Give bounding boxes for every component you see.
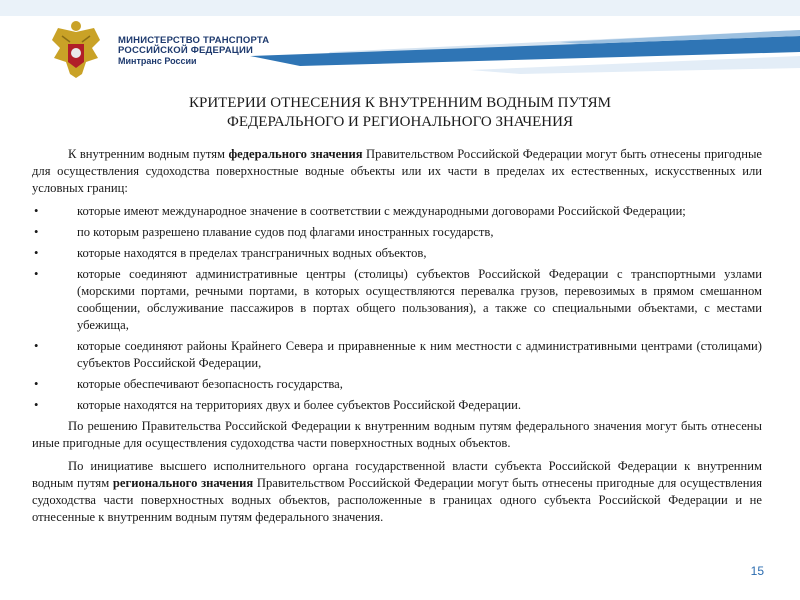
ministry-name: [118, 36, 269, 66]
list-item: [32, 266, 762, 334]
regional-paragraph: [32, 458, 762, 526]
intro-text-bold: федерального значения: [228, 147, 363, 161]
bullet-icon: •: [34, 339, 39, 353]
bullet-icon: •: [34, 204, 39, 218]
slide-title: [80, 94, 720, 132]
bullet-icon: •: [34, 377, 39, 391]
list-item: [32, 224, 762, 241]
bullet-icon: •: [34, 267, 39, 281]
double-headed-eagle-emblem-icon: [48, 18, 104, 82]
page-number: 15: [750, 564, 764, 578]
bullet-icon: •: [34, 225, 39, 239]
list-item-text: которые обеспечивают безопасность государства,: [77, 377, 343, 391]
list-item-text: которые находятся в пределах трансграничных водных объектов,: [77, 246, 427, 260]
ministry-name-line2: РОССИЙСКОЙ ФЕДЕРАЦИИ: [118, 45, 254, 56]
slide-header: [0, 0, 800, 96]
list-item: [32, 397, 762, 414]
slide-title-line2: ФЕДЕРАЛЬНОГО И РЕГИОНАЛЬНОГО ЗНАЧЕНИЯ: [227, 114, 573, 130]
list-item-text: которые находятся на территориях двух и более субъектов Российской Федерации.: [77, 398, 521, 412]
criteria-list: [32, 203, 762, 414]
list-item-text: по которым разрешено плавание судов под флагами иностранных государств,: [77, 225, 494, 239]
list-item: [32, 376, 762, 393]
regional-text-pre: По инициативе высшего исполнительного органа государственной власти субъекта Российской Федерации к внутренним водным путям: [32, 459, 762, 490]
ministry-short-name: Минтранс России: [118, 56, 197, 66]
bullet-icon: •: [34, 246, 39, 260]
list-item-text: которые соединяют административные центры (столицы) субъектов Российской Федерации с транспортными узлами (морскими портами, речными портами, в которых осуществляются перевалка грузов, перевозимых в прямом смешанном сообщении, обслуживание пассажиров в портах общего пользования), а также со специальными объектами, с местами убежища,: [77, 267, 762, 332]
list-item: [32, 245, 762, 262]
bullet-icon: •: [34, 398, 39, 412]
federal-decision-paragraph: По решению Правительства Российской Федерации к внутренним водным путям федерального значения могут быть отнесены иные пригодные для осуществления судоходства части поверхностных водных объектов.: [32, 419, 762, 450]
slide-title-line1: КРИТЕРИИ ОТНЕСЕНИЯ К ВНУТРЕННИМ ВОДНЫМ ПУТЯМ: [188, 95, 611, 111]
intro-paragraph: [32, 146, 762, 197]
regional-text-bold: регионального значения: [112, 476, 254, 490]
ministry-name-line1: МИНИСТЕРСТВО ТРАНСПОРТА: [118, 35, 270, 46]
list-item-text: которые соединяют районы Крайнего Севера и приравненные к ним местности с административными центрами (столицами) субъектов Российской Федерации,: [77, 339, 762, 370]
list-item: [32, 203, 762, 220]
intro-text-post: Правительством Российской Федерации могут быть отнесены пригодные для осуществления судоходства поверхностные водные объекты или их части в пределах их естественных, искусственных или условных границ:: [32, 147, 762, 195]
list-item: [32, 338, 762, 372]
regional-text-post: Правительством Российской Федерации могут быть отнесены пригодные для осуществления судоходства части поверхностных водных объектов, расположенные в границах одного субъекта Российской Федерации и не отнесенные к внутренним водным путям федерального значения.: [32, 476, 762, 524]
slide-body: [32, 146, 762, 532]
list-item-text: которые имеют международное значение в соответствии с международными договорами Российской Федерации;: [77, 204, 686, 218]
intro-text-pre: К внутренним водным путям: [68, 147, 229, 161]
